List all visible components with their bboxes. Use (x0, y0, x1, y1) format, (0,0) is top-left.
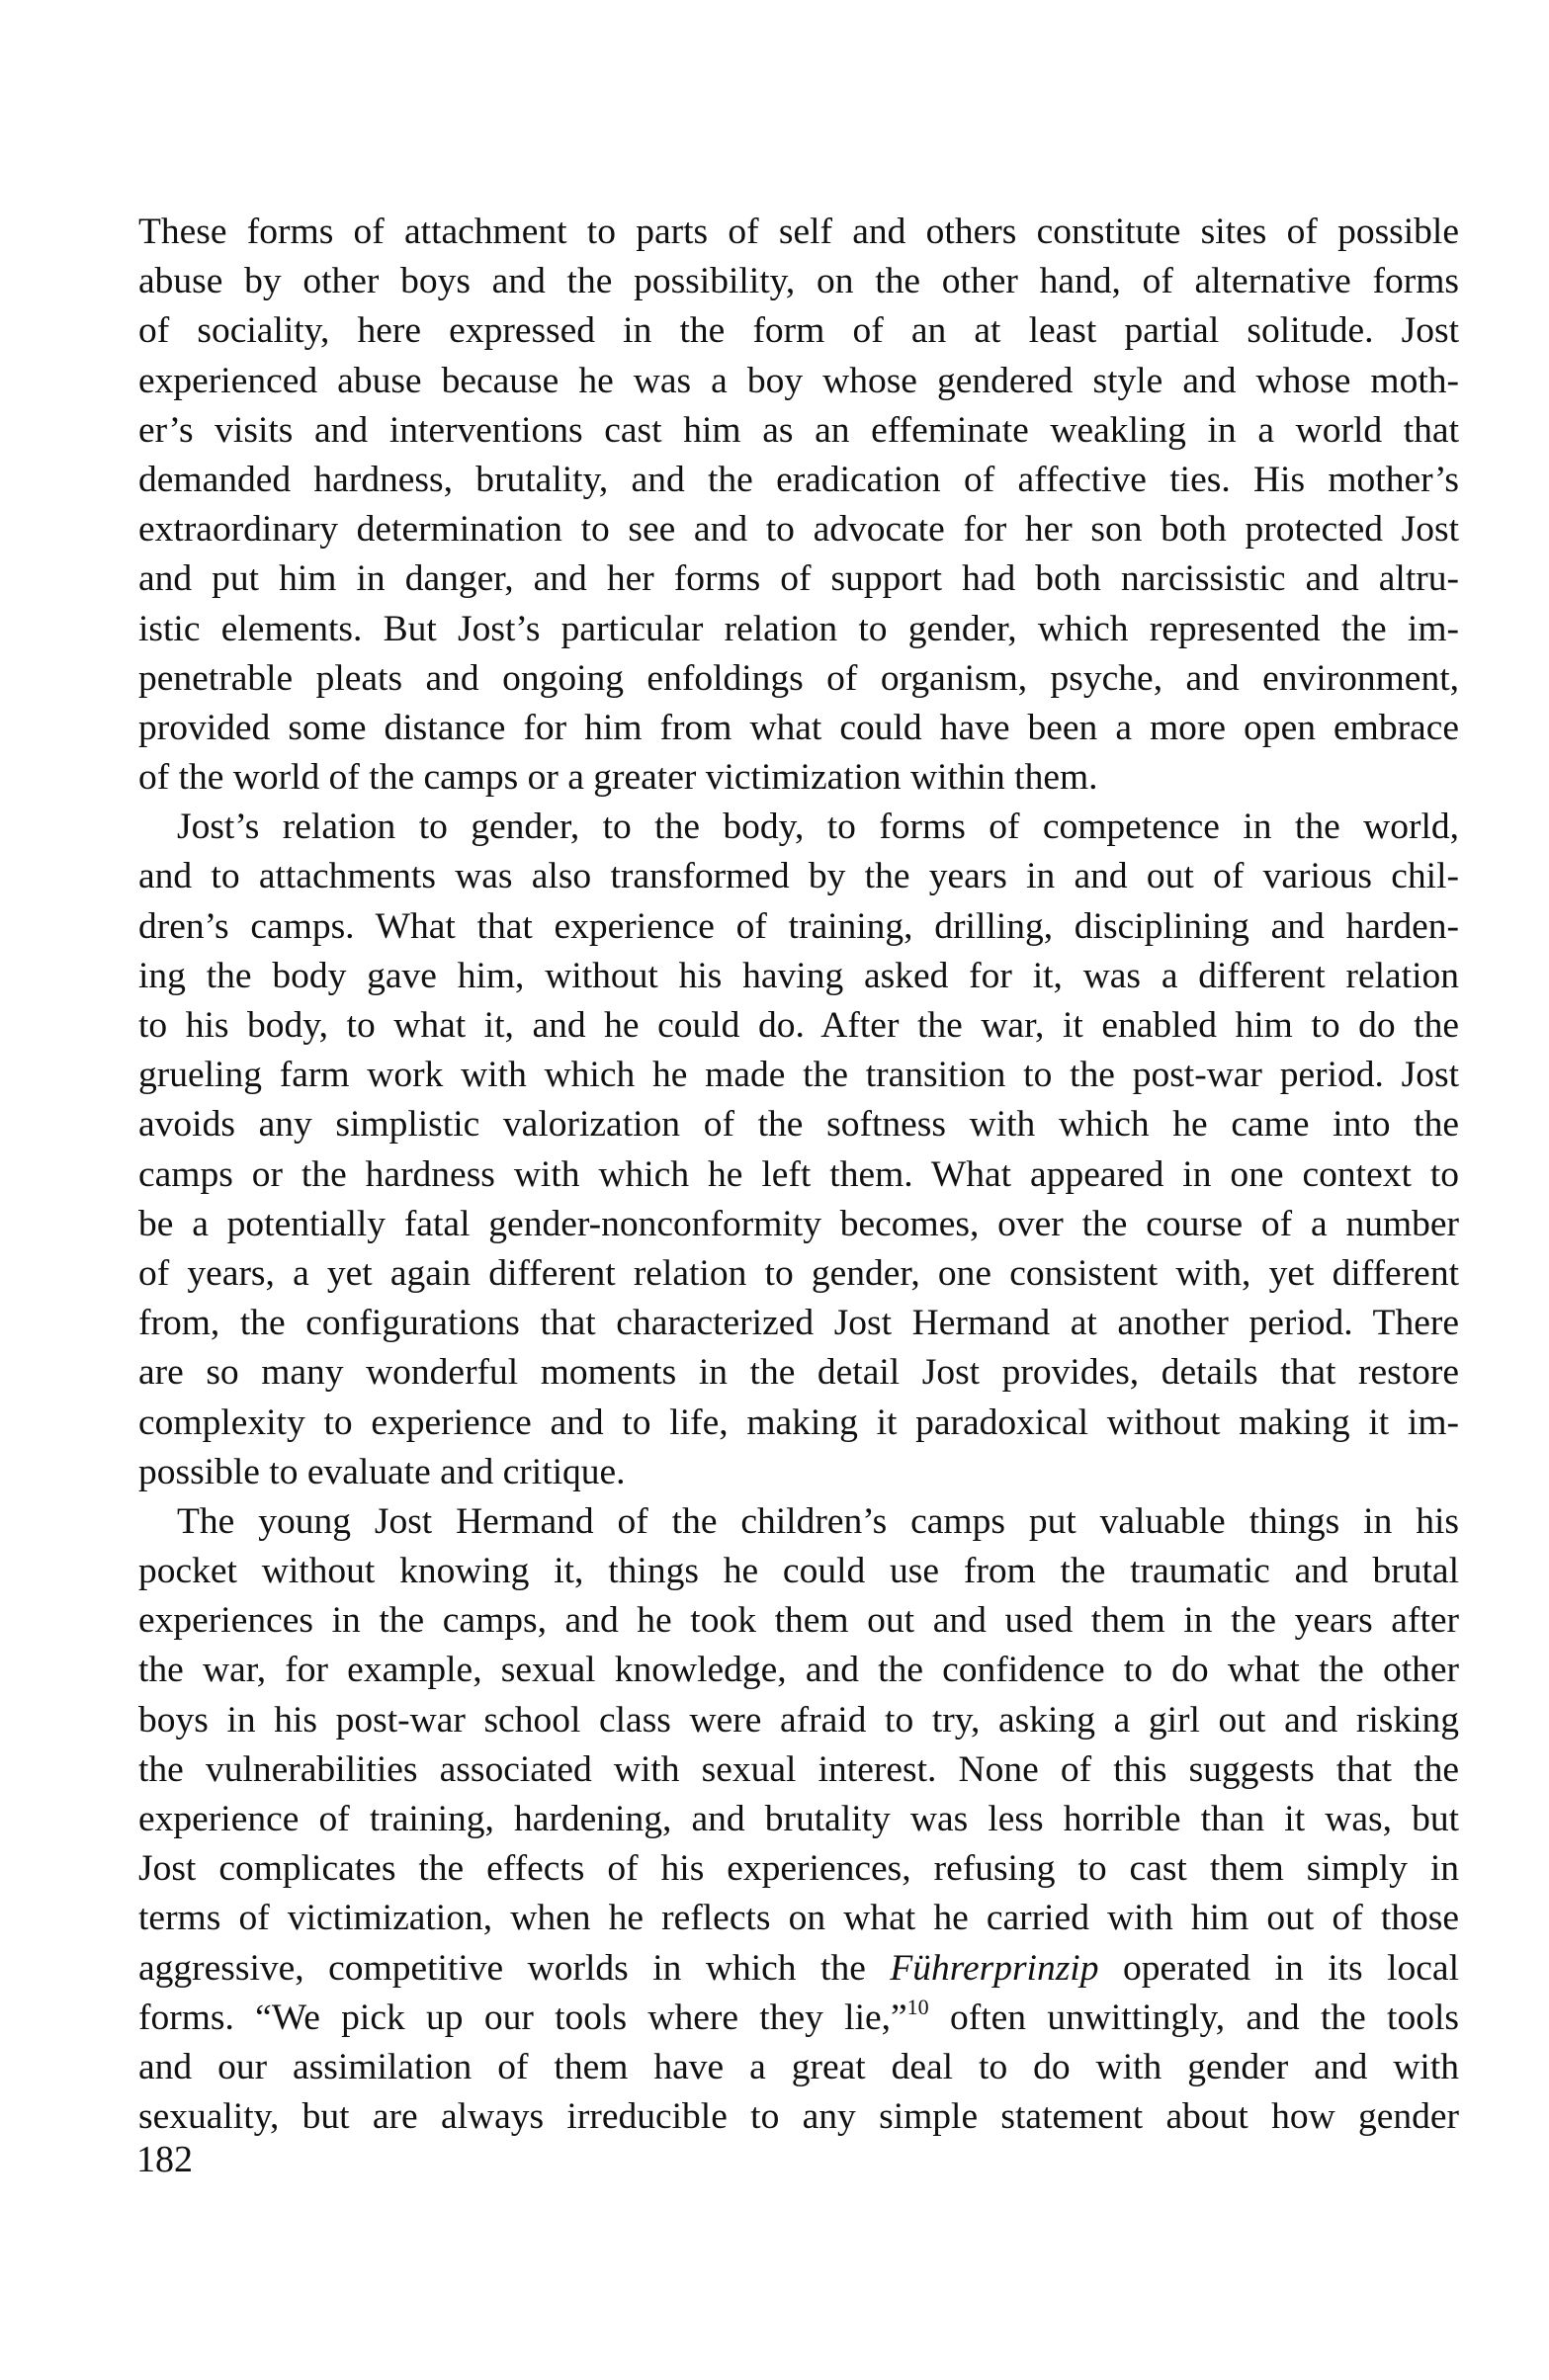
text-line: These forms of attachment to parts of self and others constitute sites of possible (138, 212, 1459, 252)
text-line: and our assimilation of them have a great deal to do with gender and with (138, 2046, 1459, 2087)
text-line: the vulnerabilities associated with sexual interest. None of this suggests that the (138, 1748, 1459, 1790)
text-line: boys in his post-war school class were afraid to try, asking a girl out and risking (138, 1699, 1459, 1741)
text-line: abuse by other boys and the possibility, on the other hand, of alternative forms (138, 261, 1459, 302)
text-line: are so many wonderful moments in the detail Jost provides, details that restore (138, 1352, 1459, 1394)
paragraph (138, 208, 1459, 803)
text-line: experiences in the camps, and he took them out and used them in the years after (138, 1600, 1459, 1642)
text-segment: operated in its local (1098, 1947, 1459, 1989)
text-line: be a potentially fatal gender-nonconformity becomes, over the course of a number (138, 1203, 1459, 1244)
text-segment: aggressive, competitive worlds in which the (138, 1947, 891, 1989)
text-line: terms of victimization, when he reflects on what he carried with him out of those (138, 1898, 1459, 1939)
text-line: of sociality, here expressed in the form of an at least partial solitude. Jost (138, 310, 1459, 352)
text-line: Jost complicates the effects of his experiences, refusing to cast them simply in (138, 1848, 1459, 1890)
text-line: camps or the hardness with which he left them. What appeared in one context to (138, 1153, 1459, 1195)
text-line: of years, a yet again different relation to gender, one consistent with, yet different (138, 1252, 1459, 1294)
footnote-marker: 10 (906, 1994, 929, 2019)
paragraph (138, 1497, 1459, 2142)
text-line: possible to evaluate and critique. (138, 1451, 626, 1492)
text-line: the war, for example, sexual knowledge, and the confidence to do what the other (138, 1650, 1459, 1691)
text-line: istic elements. But Jost’s particular relation to gender, which represented the im- (138, 608, 1459, 649)
text-segment: often unwittingly, and the tools (928, 1997, 1459, 2038)
text-line: complexity to experience and to life, making it paradoxical without making it im- (138, 1402, 1459, 1443)
text-line: demanded hardness, brutality, and the eradication of affective ties. His mother’s (138, 459, 1459, 500)
text-line: provided some distance for him from what could have been a more open embrace (138, 707, 1459, 748)
text-line: to his body, to what it, and he could do. After the war, it enabled him to do the (138, 1005, 1459, 1046)
text-line: The young Jost Hermand of the children’s camps put valuable things in his (177, 1500, 1459, 1542)
text-line: experienced abuse because he was a boy whose gendered style and whose moth- (138, 360, 1459, 401)
paragraph (138, 803, 1459, 1497)
page-number: 182 (136, 2139, 193, 2180)
text-line: pocket without knowing it, things he could use from the traumatic and brutal (138, 1551, 1459, 1592)
text-line: sexuality, but are always irreducible to any simple statement about how gender (138, 2096, 1459, 2138)
body-text (138, 208, 1459, 2142)
text-line: from, the configurations that characterized Jost Hermand at another period. There (138, 1303, 1459, 1344)
text-line-with-footnote (138, 1994, 1459, 2043)
text-line: avoids any simplistic valorization of the softness with which he came into the (138, 1104, 1459, 1146)
text-line: ing the body gave him, without his having asked for it, was a different relation (138, 955, 1459, 996)
text-line: er’s visits and interventions cast him as an effeminate weakling in a world that (138, 409, 1459, 451)
text-line: Jost’s relation to gender, to the body, to forms of competence in the world, (177, 807, 1459, 848)
text-line: dren’s camps. What that experience of training, drilling, disciplining and harden- (138, 905, 1459, 947)
text-line: penetrable pleats and ongoing enfoldings of organism, psyche, and environment, (138, 657, 1459, 699)
text-line: grueling farm work with which he made the transition to the post-war period. Jost (138, 1055, 1459, 1096)
text-line-with-italic (138, 1944, 1459, 1994)
text-line: extraordinary determination to see and to advocate for her son both protected Jost (138, 509, 1459, 551)
text-line: experience of training, hardening, and brutality was less horrible than it was, but (138, 1799, 1459, 1839)
italic-term: Führerprinzip (890, 1947, 1099, 1989)
text-line: and put him in danger, and her forms of support had both narcissistic and altru- (138, 558, 1459, 600)
text-line: of the world of the camps or a greater victimization within them. (138, 757, 1098, 799)
text-segment: forms. “We pick up our tools where they lie,” (138, 1997, 907, 2038)
text-line: and to attachments was also transformed by the years in and out of various chil- (138, 856, 1459, 897)
